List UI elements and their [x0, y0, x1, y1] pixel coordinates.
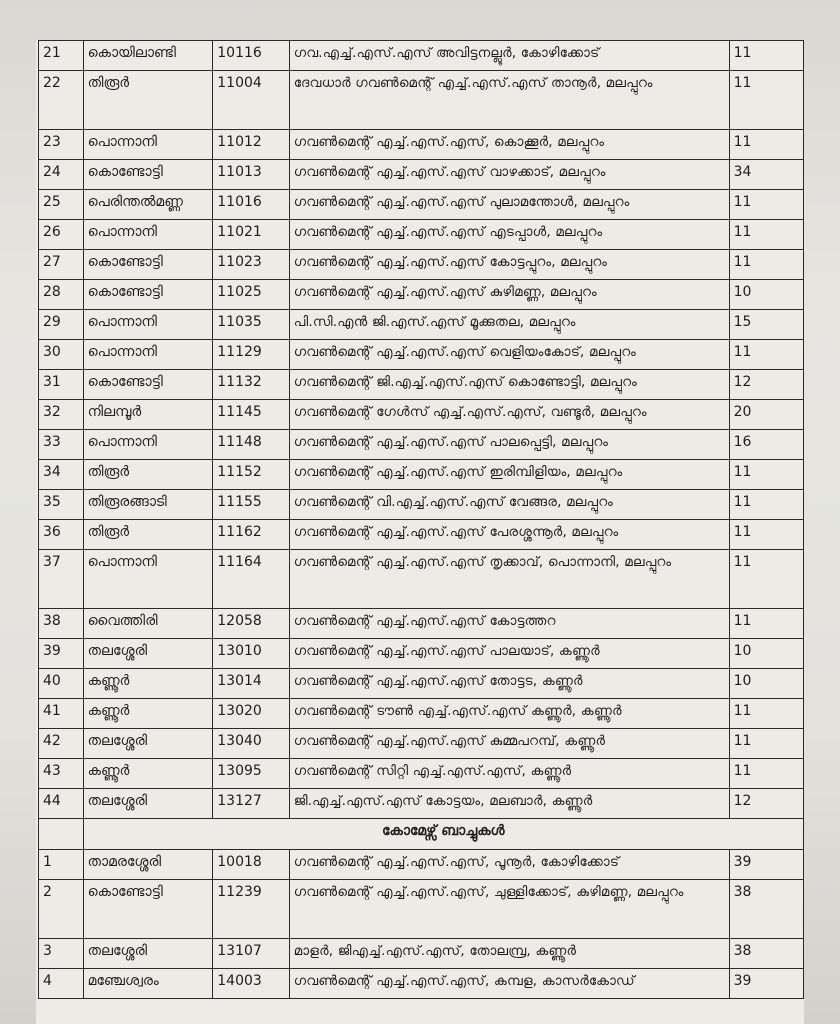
school-code-cell: 13014	[213, 669, 290, 699]
table-row	[39, 490, 804, 520]
school-code-cell: 13040	[213, 729, 290, 759]
school-name-cell: ഗവൺമെന്റ് എച്ച്.എസ്.എസ് കുമ്മപറമ്പ്, കണ്ണൂർ	[289, 729, 729, 759]
school-code-cell: 12058	[213, 609, 290, 639]
batch-count-cell: 11	[729, 220, 803, 250]
school-code-cell: 14003	[213, 969, 290, 999]
table-row	[39, 400, 804, 430]
taluk-cell: തിരൂരങ്ങാടി	[83, 490, 213, 520]
school-name-cell: ഗവൺമെന്റ് എച്ച്.എസ്.എസ് ഇരിമ്പിളിയം, മലപ്പുറം	[289, 460, 729, 490]
serial-number-cell: 44	[39, 789, 84, 819]
school-code-cell: 13020	[213, 699, 290, 729]
school-code-cell: 11132	[213, 370, 290, 400]
batch-count-cell: 11	[729, 520, 803, 550]
school-name-cell: ഗവൺമെന്റ് സിറ്റി എച്ച്.എസ്.എസ്, കണ്ണൂർ	[289, 759, 729, 789]
school-name-cell: ഗവൺമെന്റ് എച്ച്.എസ്.എസ് വാഴക്കാട്, മലപ്പുറം	[289, 160, 729, 190]
taluk-cell: തിരൂർ	[83, 460, 213, 490]
school-name-cell: ഗവൺമെന്റ് വി.എച്ച്.എസ്.എസ് വേങ്ങര, മലപ്പുറം	[289, 490, 729, 520]
school-name-cell: ഗവൺമെന്റ് എച്ച്.എസ്.എസ് പുലാമന്തോൾ, മലപ്പുറം	[289, 190, 729, 220]
table-row	[39, 880, 804, 939]
batch-count-cell: 11	[729, 340, 803, 370]
school-name-cell: ഗവൺമെന്റ് എച്ച്.എസ്.എസ് കോട്ടപ്പുറം, മലപ്പുറം	[289, 250, 729, 280]
taluk-cell: തലശ്ശേരി	[83, 939, 213, 969]
taluk-cell: വൈത്തിരി	[83, 609, 213, 639]
table-row	[39, 669, 804, 699]
batch-count-cell: 38	[729, 880, 803, 939]
taluk-cell: തലശ്ശേരി	[83, 639, 213, 669]
batch-count-cell: 15	[729, 310, 803, 340]
taluk-cell: കൊണ്ടോട്ടി	[83, 250, 213, 280]
school-name-cell: ഗവൺമെന്റ് എച്ച്.എസ്.എസ് തൃക്കാവ്, പൊന്നാനി, മലപ്പുറം	[289, 550, 729, 609]
batch-count-cell: 11	[729, 41, 803, 71]
taluk-cell: മഞ്ചേശ്വരം	[83, 969, 213, 999]
serial-number-cell: 32	[39, 400, 84, 430]
school-code-cell: 13010	[213, 639, 290, 669]
batch-count-cell: 11	[729, 460, 803, 490]
school-name-cell: ഗവൺമെന്റ് ടൗൺ എച്ച്.എസ്.എസ് കണ്ണൂർ, കണ്ണൂർ	[289, 699, 729, 729]
table-row	[39, 550, 804, 609]
school-code-cell: 13127	[213, 789, 290, 819]
school-name-cell: ഗവൺമെന്റ് എച്ച്.എസ്.എസ് പേരശ്ശന്നൂർ, മലപ്പുറം	[289, 520, 729, 550]
batch-count-cell: 12	[729, 789, 803, 819]
school-code-cell: 11012	[213, 130, 290, 160]
taluk-cell: കൊണ്ടോട്ടി	[83, 280, 213, 310]
serial-number-cell: 43	[39, 759, 84, 789]
serial-number-cell: 21	[39, 41, 84, 71]
school-code-cell: 11152	[213, 460, 290, 490]
serial-number-cell: 28	[39, 280, 84, 310]
batch-count-cell: 11	[729, 130, 803, 160]
school-name-cell: ഗവൺമെന്റ് എച്ച്.എസ്.എസ് പാലയാട്, കണ്ണൂർ	[289, 639, 729, 669]
school-code-cell: 11145	[213, 400, 290, 430]
school-name-cell: ഗവൺമെന്റ് ഗേൾസ് എച്ച്.എസ്.എസ്, വണ്ടൂർ, മലപ്പുറം	[289, 400, 729, 430]
school-code-cell: 13095	[213, 759, 290, 789]
serial-number-cell: 30	[39, 340, 84, 370]
school-code-cell: 11004	[213, 71, 290, 130]
batch-count-cell: 11	[729, 759, 803, 789]
serial-number-cell: 26	[39, 220, 84, 250]
taluk-cell: കണ്ണൂർ	[83, 759, 213, 789]
taluk-cell: തിരൂർ	[83, 520, 213, 550]
section-title: കോമേഴ്സ് ബാച്ചുകൾ	[83, 819, 803, 850]
serial-number-cell: 31	[39, 370, 84, 400]
table-row	[39, 130, 804, 160]
table-row	[39, 340, 804, 370]
taluk-cell: തലശ്ശേരി	[83, 789, 213, 819]
school-code-cell: 11021	[213, 220, 290, 250]
empty-cell	[39, 819, 84, 850]
school-code-cell: 11129	[213, 340, 290, 370]
taluk-cell: തിരൂർ	[83, 71, 213, 130]
serial-number-cell: 36	[39, 520, 84, 550]
table-row	[39, 609, 804, 639]
school-name-cell: ജി.എച്ച്.എസ്.എസ് കോട്ടയം, മലബാർ, കണ്ണൂർ	[289, 789, 729, 819]
taluk-cell: കൊണ്ടോട്ടി	[83, 160, 213, 190]
batch-count-cell: 11	[729, 550, 803, 609]
serial-number-cell: 23	[39, 130, 84, 160]
table-row	[39, 160, 804, 190]
batch-count-cell: 11	[729, 250, 803, 280]
serial-number-cell: 3	[39, 939, 84, 969]
serial-number-cell: 40	[39, 669, 84, 699]
serial-number-cell: 33	[39, 430, 84, 460]
serial-number-cell: 37	[39, 550, 84, 609]
school-name-cell: പി.സി.എൻ ജി.എസ്.എസ് മൂക്കുതല, മലപ്പുറം	[289, 310, 729, 340]
serial-number-cell: 24	[39, 160, 84, 190]
school-code-cell: 10018	[213, 850, 290, 880]
batch-count-cell: 10	[729, 280, 803, 310]
batch-count-cell: 11	[729, 729, 803, 759]
batch-count-cell: 39	[729, 969, 803, 999]
school-code-cell: 11148	[213, 430, 290, 460]
serial-number-cell: 34	[39, 460, 84, 490]
table-row	[39, 850, 804, 880]
school-code-cell: 11239	[213, 880, 290, 939]
table-row	[39, 280, 804, 310]
taluk-cell: താമരശ്ശേരി	[83, 850, 213, 880]
taluk-cell: പെരിന്തൽമണ്ണ	[83, 190, 213, 220]
batch-count-cell: 39	[729, 850, 803, 880]
school-code-cell: 11016	[213, 190, 290, 220]
table-row	[39, 789, 804, 819]
batch-count-cell: 11	[729, 609, 803, 639]
school-code-cell: 10116	[213, 41, 290, 71]
school-name-cell: ഗവൺമെന്റ് എച്ച്.എസ്.എസ്, ചുള്ളിക്കോട്, കുഴിമണ്ണ, മലപ്പുറം	[289, 880, 729, 939]
serial-number-cell: 39	[39, 639, 84, 669]
serial-number-cell: 22	[39, 71, 84, 130]
taluk-cell: പൊന്നാനി	[83, 550, 213, 609]
table-row	[39, 639, 804, 669]
table-row	[39, 310, 804, 340]
table-row	[39, 370, 804, 400]
batch-count-cell: 11	[729, 699, 803, 729]
table-row	[39, 939, 804, 969]
table-row	[39, 250, 804, 280]
school-code-cell: 11025	[213, 280, 290, 310]
school-code-cell: 13107	[213, 939, 290, 969]
taluk-cell: പൊന്നാനി	[83, 220, 213, 250]
school-name-cell: ദേവധാർ ഗവൺമെന്റ് എച്ച്.എസ്.എസ് താനൂർ, മലപ്പുറം	[289, 71, 729, 130]
school-name-cell: ഗവൺമെന്റ് എച്ച്.എസ്.എസ്, പൂനൂർ, കോഴിക്കോട്	[289, 850, 729, 880]
batch-count-cell: 11	[729, 71, 803, 130]
taluk-cell: പൊന്നാനി	[83, 310, 213, 340]
school-name-cell: ഗവൺമെന്റ് എച്ച്.എസ്.എസ് കുഴിമണ്ണ, മലപ്പുറം	[289, 280, 729, 310]
school-name-cell: ഗവൺമെന്റ് ജി.എച്ച്.എസ്.എസ് കൊണ്ടോട്ടി, മലപ്പുറം	[289, 370, 729, 400]
table-row	[39, 71, 804, 130]
serial-number-cell: 41	[39, 699, 84, 729]
taluk-cell: നിലമ്പൂർ	[83, 400, 213, 430]
table-row	[39, 220, 804, 250]
table-row	[39, 699, 804, 729]
batch-count-cell: 11	[729, 490, 803, 520]
table-row	[39, 190, 804, 220]
serial-number-cell: 38	[39, 609, 84, 639]
batch-count-cell: 34	[729, 160, 803, 190]
school-name-cell: ഗവൺമെന്റ് എച്ച്.എസ്.എസ് തോട്ടട, കണ്ണൂർ	[289, 669, 729, 699]
serial-number-cell: 29	[39, 310, 84, 340]
taluk-cell: തലശ്ശേരി	[83, 729, 213, 759]
school-code-cell: 11023	[213, 250, 290, 280]
serial-number-cell: 25	[39, 190, 84, 220]
taluk-cell: കൊയിലാണ്ടി	[83, 41, 213, 71]
school-name-cell: ഗവൺമെന്റ് എച്ച്.എസ്.എസ്, കമ്പള, കാസർകോഡ്	[289, 969, 729, 999]
taluk-cell: കണ്ണൂർ	[83, 669, 213, 699]
serial-number-cell: 27	[39, 250, 84, 280]
serial-number-cell: 4	[39, 969, 84, 999]
serial-number-cell: 35	[39, 490, 84, 520]
school-code-cell: 11035	[213, 310, 290, 340]
batch-count-cell: 16	[729, 430, 803, 460]
taluk-cell: പൊന്നാനി	[83, 130, 213, 160]
batch-count-cell: 11	[729, 190, 803, 220]
school-name-cell: ഗവൺമെന്റ് എച്ച്.എസ്.എസ്, കൊക്കൂർ, മലപ്പുറം	[289, 130, 729, 160]
batch-count-cell: 20	[729, 400, 803, 430]
table-row	[39, 41, 804, 71]
taluk-cell: പൊന്നാനി	[83, 340, 213, 370]
school-name-cell: ഗവ.എച്ച്.എസ്.എസ് അവിട്ടനല്ലൂർ, കോഴിക്കോട്	[289, 41, 729, 71]
school-name-cell: മാളർ, ജിഎച്ച്.എസ്.എസ്, തോലമ്പ്ര, കണ്ണൂർ	[289, 939, 729, 969]
taluk-cell: കൊണ്ടോട്ടി	[83, 370, 213, 400]
school-code-cell: 11013	[213, 160, 290, 190]
batch-count-cell: 12	[729, 370, 803, 400]
taluk-cell: കണ്ണൂർ	[83, 699, 213, 729]
school-name-cell: ഗവൺമെന്റ് എച്ച്.എസ്.എസ് പാലപ്പെട്ടി, മലപ്പുറം	[289, 430, 729, 460]
section-row	[39, 819, 804, 850]
table-row	[39, 520, 804, 550]
school-code-cell: 11155	[213, 490, 290, 520]
batch-count-cell: 10	[729, 639, 803, 669]
taluk-cell: കൊണ്ടോട്ടി	[83, 880, 213, 939]
school-code-cell: 11162	[213, 520, 290, 550]
school-name-cell: ഗവൺമെന്റ് എച്ച്.എസ്.എസ് എടപ്പാൾ, മലപ്പുറം	[289, 220, 729, 250]
table-row	[39, 729, 804, 759]
table-row	[39, 969, 804, 999]
table-row	[39, 430, 804, 460]
school-name-cell: ഗവൺമെന്റ് എച്ച്.എസ്.എസ് കോട്ടത്തറ	[289, 609, 729, 639]
school-code-cell: 11164	[213, 550, 290, 609]
batch-count-cell: 10	[729, 669, 803, 699]
serial-number-cell: 1	[39, 850, 84, 880]
table-row	[39, 460, 804, 490]
table-row	[39, 759, 804, 789]
school-name-cell: ഗവൺമെന്റ് എച്ച്.എസ്.എസ് വെളിയംകോട്, മലപ്പുറം	[289, 340, 729, 370]
batch-table	[38, 40, 804, 999]
taluk-cell: പൊന്നാനി	[83, 430, 213, 460]
serial-number-cell: 42	[39, 729, 84, 759]
serial-number-cell: 2	[39, 880, 84, 939]
batch-count-cell: 38	[729, 939, 803, 969]
